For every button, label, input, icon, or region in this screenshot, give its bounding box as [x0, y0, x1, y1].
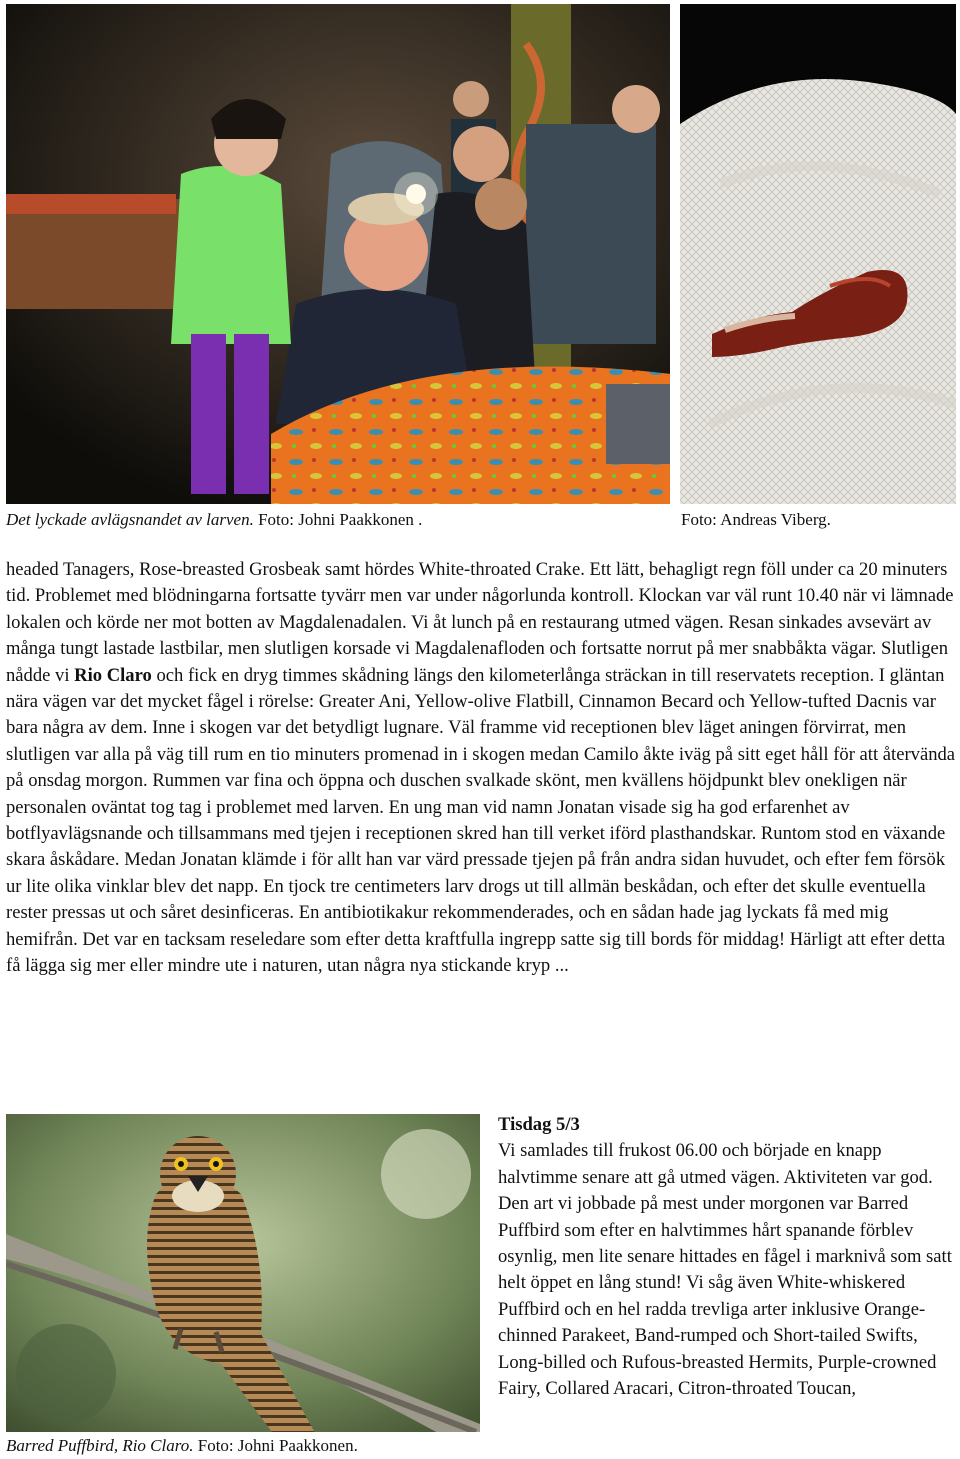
- photo-larva-gauze: [680, 4, 956, 504]
- body-text-a: headed Tanagers, Rose-breasted Grosbeak samt hördes White-throated Crake. Ett lätt, behagligt regn föll under ca 20 minuters tid. Problemet med blödningarna fortsatte tyvärr men var under någorlunda kontroll. Klockan var väl runt 10.40 när vi lämnade lokalen och körde ner mot botten av Magdalenadalen. Vi åt lunch på en restaurang utmed vägen. Resan sinkades avsevärt av många tungt lastade lastbilar, men slutligen korsade vi Magdalenafloden och fortsatte norrut på mer snabbåkta vägar. Slutligen nådde vi: [6, 559, 954, 686]
- day-heading: Tisdag 5/3: [498, 1114, 580, 1135]
- body-paragraph: [6, 557, 956, 980]
- caption-barred-puffbird-title: Barred Puffbird, Rio Claro.: [6, 1436, 194, 1455]
- caption-barred-puffbird-credit: Foto: Johni Paakkonen.: [197, 1436, 358, 1455]
- side-text: Vi samlades till frukost 06.00 och började en knapp halvtimme senare att gå utmed vägen. Aktiviteten var god. Den art vi jobbade på mest under morgonen var Barred Puffbird som efter en halvtimmes hårt spanande förblev osynlig, men lite senare hittades en fågel i marknivå som satt helt öppet en lång stund! Vi såg även White-whiskered Puffbird och en hel radda trevliga arter inklusive Orange-chinned Parakeet, Band-rumped och Short-tailed Swifts, Long-billed och Rufous-breasted Hermits, Purple-crowned Fairy, Collared Aracari, Citron-throated Toucan,: [498, 1140, 952, 1400]
- body-text-b: och fick en dryg timmes skådning längs den kilometerlånga sträckan in till reservatets reception. I gläntan nära vägen var det mycket fågel i rörelse: Greater Ani, Yellow-olive Flatbill, Cinnamon Becard och Yellow-tufted Dacnis var bara några av dem. Inne i skogen var det betydligt lugnare. Väl framme vid receptionen blev läget aningen förvirrat, men slutligen var alla på väg till rum en tio minuters promenad in i skogen medan Camilo åkte iväg på sitt eget håll för att återvända på onsdag morgon. Rummen var fina och öppna och duschen svalkade skönt, men kvällens höjdpunkt blev onekligen när personalen oväntat tog tag i problemet med larven. En ung man vid namn Jonatan visade sig ha god erfarenhet av botflyavlägsnande och tillsammans med tjejen i receptionen skred han till verket iförd plasthandskar. Runtom stod en växande skara åskådare. Medan Jonatan klämde i för allt han var värd pressade tjejen på från andra sidan huvudet, och efter fem försök ur lite olika vinklar blev det napp. En tjock tre centimeters larv drogs ut till allmän beskådan, och efter det skulle eventuella rester pressas ut och såret desinficeras. En antibiotikakur rekommenderades, och en sådan hade jag lyckats få med mig hemifrån. Det var en tacksam reseledare som efter detta kraftfulla ingrepp satte sig till bords för middag! Härligt att efter detta få lägga sig mer eller mindre ute i naturen, utan några nya stickande kryp ...: [6, 664, 956, 977]
- body-text-rio-claro: Rio Claro: [74, 664, 152, 686]
- caption-larva-removal: [6, 510, 422, 530]
- body-text: [6, 557, 956, 980]
- caption-larva-removal-credit: Foto: Johni Paakkonen .: [258, 510, 423, 529]
- photo-larva-removal: [6, 4, 670, 504]
- caption-larva-gauze-credit: Foto: Andreas Viberg.: [681, 510, 831, 529]
- caption-larva-gauze: [681, 510, 831, 530]
- side-column: [498, 1112, 958, 1402]
- caption-barred-puffbird: [6, 1436, 358, 1456]
- photo-barred-puffbird: [6, 1114, 480, 1432]
- caption-larva-removal-title: Det lyckade avlägsnandet av larven.: [6, 510, 254, 529]
